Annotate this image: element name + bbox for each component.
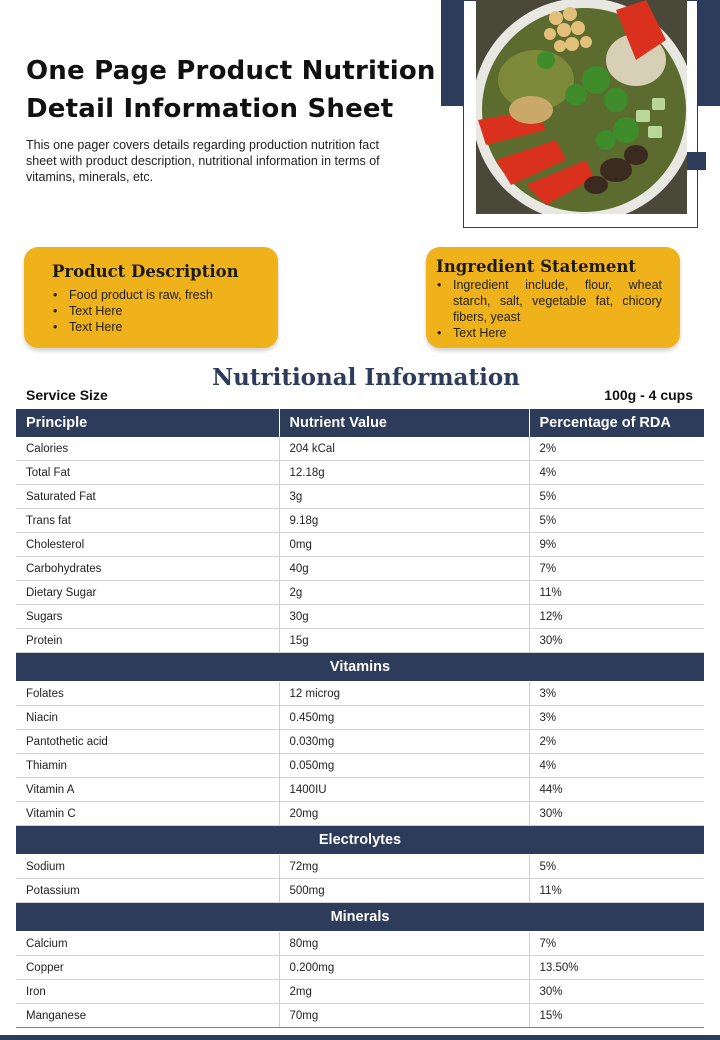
table-row <box>16 778 704 802</box>
nutrient-value-cell: 0.450mg <box>279 706 529 730</box>
rda-percentage-cell: 30% <box>529 802 704 826</box>
list-item: • Text Here <box>50 303 270 319</box>
nutrient-value-cell: 204 kCal <box>279 437 529 461</box>
intro-text: This one pager covers details regarding production nutrition fact sheet with product description, nutritional information in terms of vitamins, minerals, etc. <box>26 138 380 184</box>
principle-cell: Sodium <box>16 855 279 879</box>
principle-cell: Pantothetic acid <box>16 730 279 754</box>
principle-cell: Iron <box>16 980 279 1004</box>
principle-cell: Niacin <box>16 706 279 730</box>
rda-percentage-cell: 3% <box>529 706 704 730</box>
table-row <box>16 581 704 605</box>
rda-percentage-cell: 5% <box>529 485 704 509</box>
product-description-heading: Product Description <box>52 262 239 281</box>
list-item: • Text Here <box>50 319 270 335</box>
table-row <box>16 932 704 956</box>
principle-cell: Calcium <box>16 932 279 956</box>
photo-accent-square <box>686 152 706 170</box>
table-row <box>16 706 704 730</box>
principle-cell: Vitamin A <box>16 778 279 802</box>
rda-percentage-cell: 3% <box>529 682 704 706</box>
principle-cell: Protein <box>16 629 279 653</box>
rda-percentage-cell: 7% <box>529 932 704 956</box>
table-row <box>16 1004 704 1028</box>
nutrient-value-cell: 30g <box>279 605 529 629</box>
nutrition-table-body <box>16 437 704 1028</box>
list-item: • Text Here <box>434 325 662 341</box>
nutrient-value-cell: 3g <box>279 485 529 509</box>
principle-cell: Copper <box>16 956 279 980</box>
page-title: One Page Product Nutrition Detail Information Sheet <box>26 56 436 124</box>
table-row <box>16 509 704 533</box>
nutrition-table <box>16 409 704 1028</box>
table-header-row <box>16 409 704 437</box>
nutrient-value-cell: 80mg <box>279 932 529 956</box>
table-row <box>16 980 704 1004</box>
service-size-value: 100g - 4 cups <box>604 387 693 403</box>
rda-percentage-cell: 2% <box>529 437 704 461</box>
table-row <box>16 461 704 485</box>
ingredient-statement-heading: Ingredient Statement <box>436 257 637 276</box>
nutrient-value-cell: 0mg <box>279 533 529 557</box>
product-description-list <box>50 287 270 335</box>
rda-percentage-cell: 5% <box>529 509 704 533</box>
section-header-row <box>16 826 704 855</box>
salad-bowl-illustration <box>476 0 687 214</box>
principle-cell: Total Fat <box>16 461 279 485</box>
principle-cell: Manganese <box>16 1004 279 1028</box>
principle-cell: Thiamin <box>16 754 279 778</box>
service-size-label: Service Size <box>26 387 108 403</box>
rda-percentage-cell: 12% <box>529 605 704 629</box>
table-row <box>16 485 704 509</box>
nutrient-value-cell: 1400IU <box>279 778 529 802</box>
table-row <box>16 557 704 581</box>
principle-cell: Folates <box>16 682 279 706</box>
ingredient-statement-list <box>434 277 662 341</box>
rda-percentage-cell: 5% <box>529 855 704 879</box>
column-header: Principle <box>16 409 279 437</box>
table-row <box>16 855 704 879</box>
nutritional-information-heading: Nutritional Information <box>212 364 520 391</box>
section-title: Minerals <box>16 903 704 932</box>
nutrient-value-cell: 72mg <box>279 855 529 879</box>
nutrient-value-cell: 0.050mg <box>279 754 529 778</box>
rda-percentage-cell: 9% <box>529 533 704 557</box>
section-header-row <box>16 903 704 932</box>
rda-percentage-cell: 15% <box>529 1004 704 1028</box>
table-row <box>16 605 704 629</box>
table-row <box>16 754 704 778</box>
ingredient-statement-box <box>426 247 680 348</box>
nutrient-value-cell: 12 microg <box>279 682 529 706</box>
nutrient-value-cell: 2mg <box>279 980 529 1004</box>
principle-cell: Sugars <box>16 605 279 629</box>
rda-percentage-cell: 30% <box>529 629 704 653</box>
nutrient-value-cell: 0.030mg <box>279 730 529 754</box>
principle-cell: Potassium <box>16 879 279 903</box>
rda-percentage-cell: 2% <box>529 730 704 754</box>
nutrient-value-cell: 500mg <box>279 879 529 903</box>
table-row <box>16 533 704 557</box>
salad-bowl-photo <box>476 0 687 214</box>
bottom-bar <box>0 1035 720 1040</box>
section-header-row <box>16 653 704 682</box>
principle-cell: Vitamin C <box>16 802 279 826</box>
table-row <box>16 956 704 980</box>
principle-cell: Dietary Sugar <box>16 581 279 605</box>
nutrient-value-cell: 70mg <box>279 1004 529 1028</box>
table-row <box>16 879 704 903</box>
rda-percentage-cell: 7% <box>529 557 704 581</box>
rda-percentage-cell: 13.50% <box>529 956 704 980</box>
product-description-box <box>24 247 278 348</box>
rda-percentage-cell: 11% <box>529 879 704 903</box>
nutrient-value-cell: 15g <box>279 629 529 653</box>
nutrient-value-cell: 20mg <box>279 802 529 826</box>
nutrient-value-cell: 9.18g <box>279 509 529 533</box>
rda-percentage-cell: 11% <box>529 581 704 605</box>
rda-percentage-cell: 4% <box>529 754 704 778</box>
table-row <box>16 682 704 706</box>
principle-cell: Carbohydrates <box>16 557 279 581</box>
principle-cell: Saturated Fat <box>16 485 279 509</box>
principle-cell: Calories <box>16 437 279 461</box>
table-row <box>16 437 704 461</box>
nutrient-value-cell: 0.200mg <box>279 956 529 980</box>
list-item: • Food product is raw, fresh <box>50 287 270 303</box>
principle-cell: Trans fat <box>16 509 279 533</box>
table-row <box>16 802 704 826</box>
column-header: Percentage of RDA <box>529 409 704 437</box>
column-header: Nutrient Value <box>279 409 529 437</box>
list-item: • Ingredient include, flour, wheat starch, salt, vegetable fat, chicory fibers, yeast <box>434 277 662 325</box>
nutrient-value-cell: 12.18g <box>279 461 529 485</box>
nutrient-value-cell: 2g <box>279 581 529 605</box>
table-row <box>16 730 704 754</box>
nutrient-value-cell: 40g <box>279 557 529 581</box>
section-title: Electrolytes <box>16 826 704 855</box>
rda-percentage-cell: 30% <box>529 980 704 1004</box>
rda-percentage-cell: 44% <box>529 778 704 802</box>
table-row <box>16 629 704 653</box>
section-title: Vitamins <box>16 653 704 682</box>
principle-cell: Cholesterol <box>16 533 279 557</box>
rda-percentage-cell: 4% <box>529 461 704 485</box>
